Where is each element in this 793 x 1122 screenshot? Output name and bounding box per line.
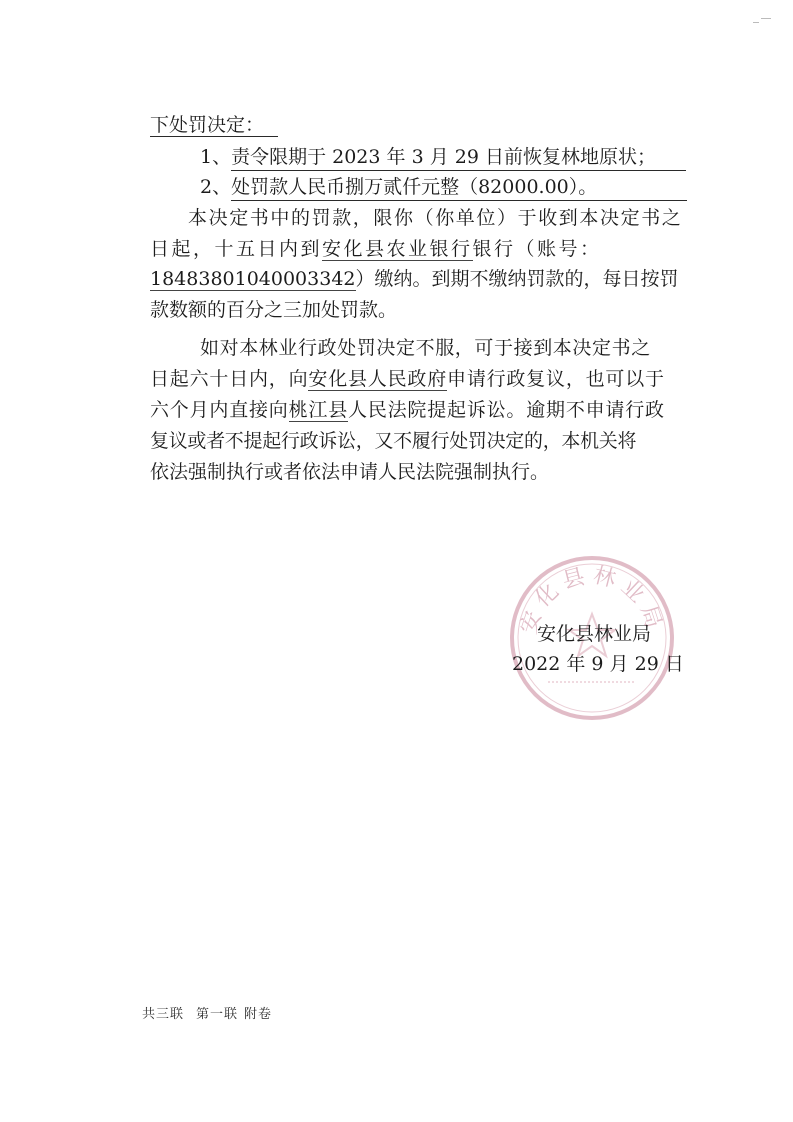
item-text: 处罚款人民币捌万贰仟元整（82000.00）。 — [231, 174, 687, 201]
copy-footer — [142, 1003, 284, 1022]
appeal-paragraph-line — [150, 397, 665, 423]
text-segment: 人民法院提起诉讼。逾期不申请行政 — [348, 399, 665, 421]
copies-count: 共三联 — [142, 1007, 185, 1022]
issuing-authority: 安化县林业局 — [537, 623, 652, 645]
scan-mark — [761, 18, 771, 19]
account-number: 18483801040003342 — [150, 268, 356, 290]
fine-paragraph-line — [150, 266, 679, 292]
appeal-paragraph-line: 如对本林业行政处罚决定不服，可于接到本决定书之 — [200, 337, 651, 359]
fine-paragraph-line — [150, 236, 602, 262]
court-name: 桃江县 — [288, 399, 349, 421]
fine-paragraph-line: 款数额的百分之三加处罚款。 — [150, 299, 398, 321]
appeal-paragraph-line: 复议或者不提起行政诉讼，又不履行处罚决定的，本机关将 — [150, 430, 637, 452]
item-number: 1、 — [200, 146, 232, 168]
item-text: 责令限期于 2023 年 3 月 29 日前恢复林地原状； — [231, 144, 686, 171]
copy-purpose: 附卷 — [244, 1007, 273, 1022]
decision-heading: 下处罚决定： — [150, 112, 278, 138]
copy-number: 第一联 — [196, 1007, 239, 1022]
item-number: 2、 — [200, 176, 232, 198]
text-segment: 申请行政复议，也可以于 — [447, 368, 665, 390]
text-segment: 日起，十五日内到 — [150, 238, 323, 260]
text-segment: ）缴纳。到期不缴纳罚款的，每日按罚 — [355, 268, 679, 290]
government-name: 安化县人民政府 — [308, 368, 448, 390]
scan-mark — [753, 22, 759, 23]
decision-item-1 — [200, 144, 686, 171]
text-segment: 银行（账号： — [472, 238, 602, 260]
seal-text: 安化县林业局 — [516, 563, 668, 637]
text-segment: 日起六十日内，向 — [150, 368, 309, 390]
fine-paragraph-line: 本决定书中的罚款，限你（你单位）于收到本决定书之 — [188, 207, 683, 229]
text-segment: 六个月内直接向 — [150, 399, 289, 421]
appeal-paragraph-line — [150, 366, 665, 392]
appeal-paragraph-line: 依法强制执行或者依法申请人民法院强制执行。 — [150, 461, 550, 483]
decision-item-2 — [200, 174, 687, 201]
bank-name: 安化县农业银行 — [322, 238, 473, 260]
issue-date: 2022 年 9 月 29 日 — [512, 653, 684, 675]
